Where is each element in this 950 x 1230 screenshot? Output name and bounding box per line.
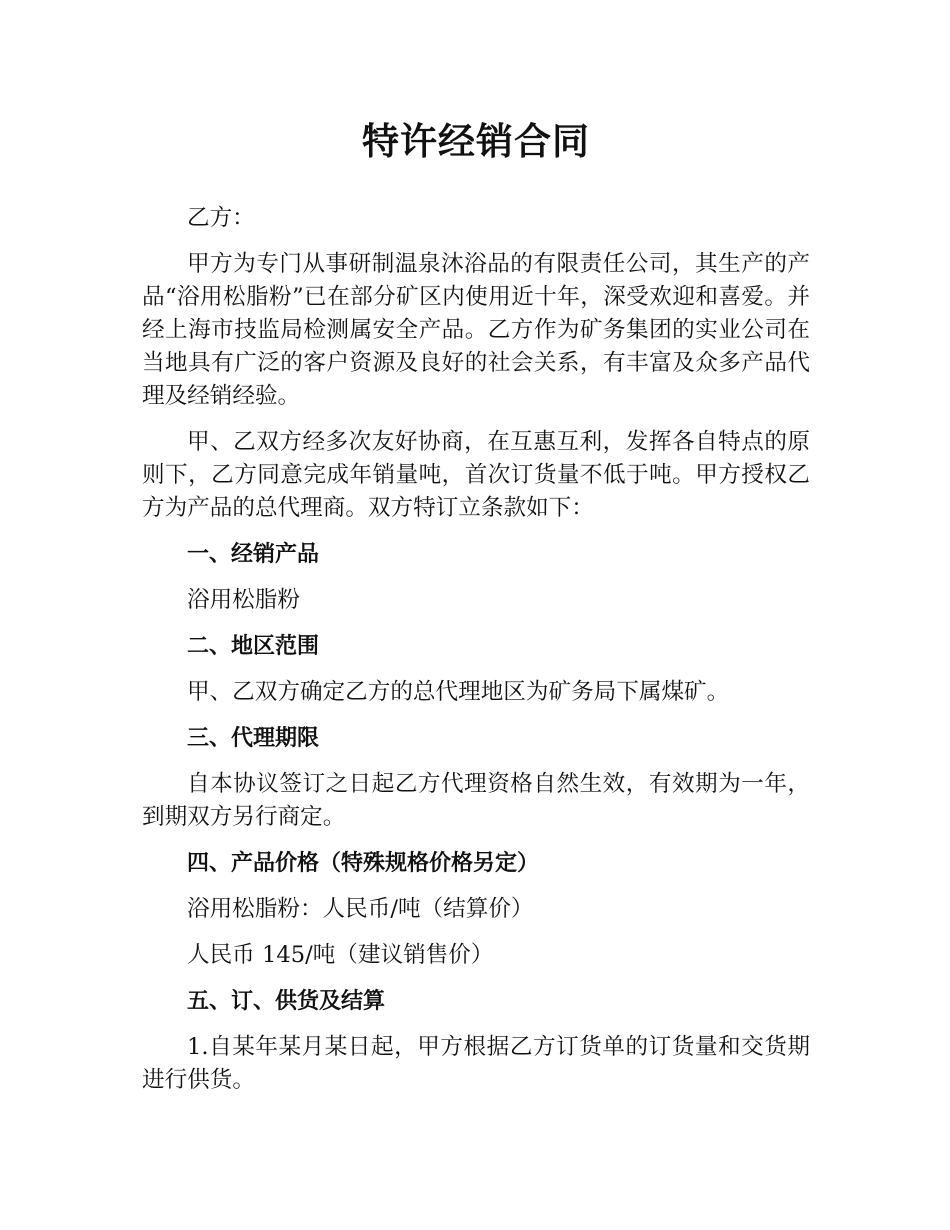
section-paragraph: 人民币 145/吨（建议销售价） [187, 942, 494, 968]
section-heading: 一、经销产品 [187, 542, 320, 567]
intro-paragraph-2: 甲、乙双方经多次友好协商，在互惠互利，发挥各自特点的原则下，乙方同意完成年销量吨，首次订货量不低于吨。甲方授权乙方为产品的总代理商。双方特订立条款如下： [142, 429, 810, 521]
section-paragraph: 浴用松脂粉 [187, 587, 300, 613]
section-price [142, 847, 810, 972]
intro-paragraph-1: 甲方为专门从事研制温泉沐浴品的有限责任公司，其生产的产品“浴用松脂粉”已在部分矿区内使用近十年，深受欢迎和喜爱。并经上海市技监局检测属安全产品。乙方作为矿务集团的实业公司在当地具有广泛的客户资源及良好的社会关系，有丰富及众多产品代理及经销经验。 [142, 251, 810, 409]
document-body [142, 202, 810, 1110]
section-heading: 四、产品价格（特殊规格价格另定） [187, 851, 540, 876]
section-paragraph: 1.自某年某月某日起，甲方根据乙方订货单的订货量和交货期进行供货。 [142, 1034, 810, 1093]
section-heading: 五、订、供货及结算 [187, 989, 386, 1014]
section-products [142, 538, 810, 617]
section-heading: 三、代理期限 [187, 726, 320, 751]
party-b-label: 乙方： [187, 205, 255, 231]
section-heading: 二、地区范围 [187, 634, 320, 659]
section-region [142, 630, 810, 709]
section-paragraph: 甲、乙双方确定乙方的总代理地区为矿务局下属煤矿。 [187, 679, 730, 705]
document-title: 特许经销合同 [362, 120, 590, 163]
section-paragraph: 自本协议签订之日起乙方代理资格自然生效，有效期为一年，到期双方另行商定。 [142, 771, 810, 830]
section-ordering [142, 985, 810, 1097]
section-term [142, 722, 810, 834]
section-paragraph: 浴用松脂粉：人民币/吨（结算价） [187, 896, 534, 922]
